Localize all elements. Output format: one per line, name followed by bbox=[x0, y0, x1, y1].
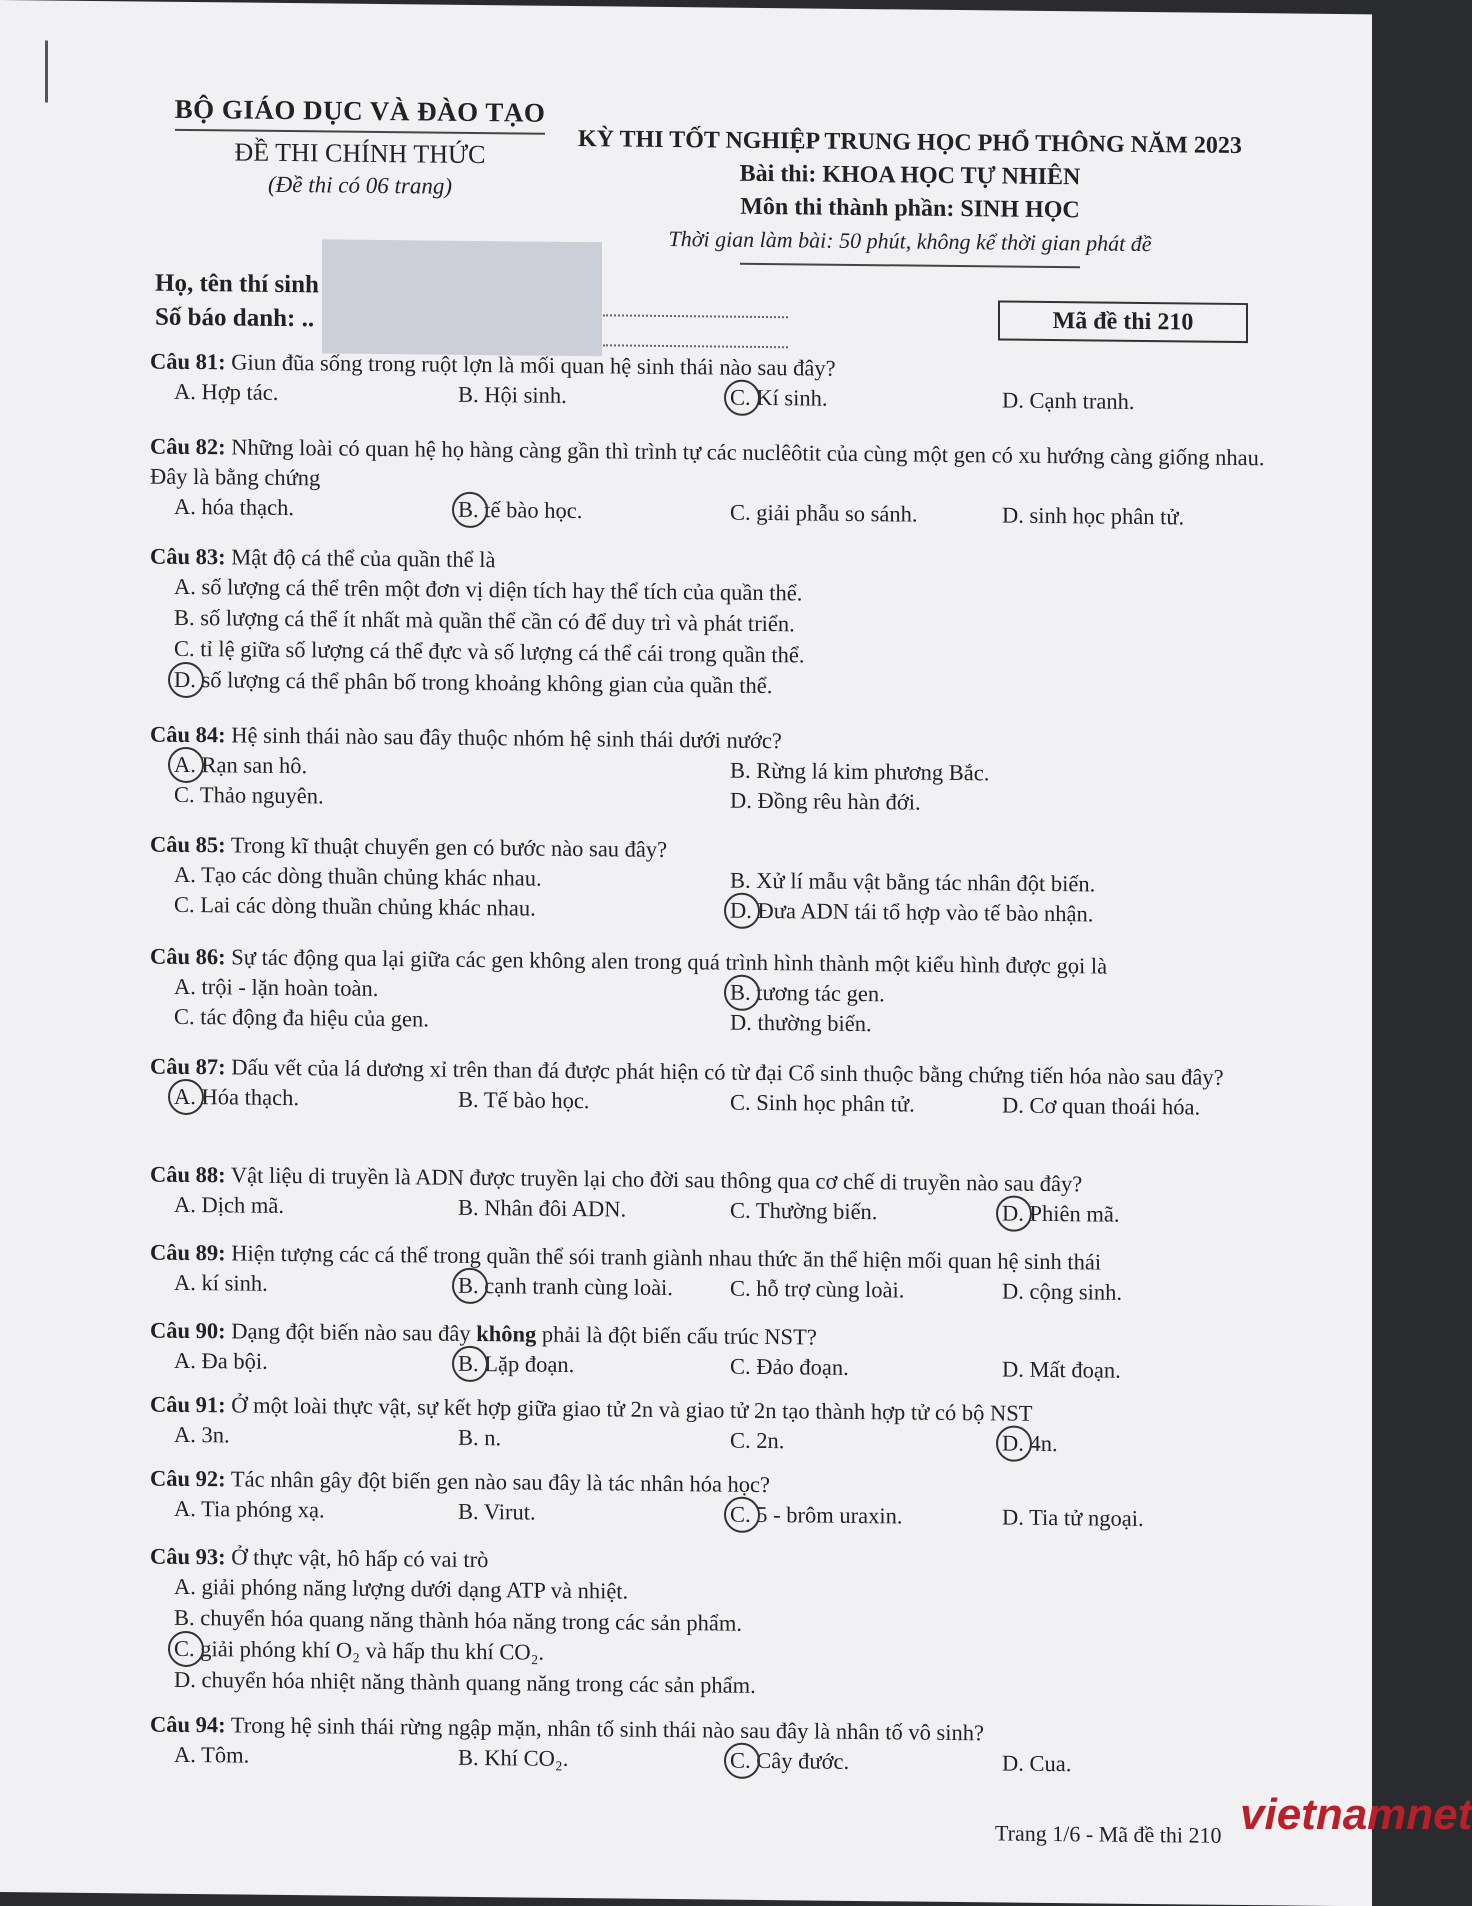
answer-option-text: A. Dịch mã. bbox=[174, 1191, 284, 1218]
answer-option-text: D. Cạnh tranh. bbox=[1002, 387, 1135, 414]
question-91 bbox=[150, 1390, 1280, 1462]
answer-option bbox=[1002, 385, 1134, 416]
answer-option bbox=[730, 756, 989, 789]
answer-option-text: A. số lượng cá thể trên một đơn vị diện tích hay thể tích của quần thể. bbox=[174, 573, 803, 606]
answer-option bbox=[174, 1346, 268, 1377]
answer-option-text: C. tỉ lệ giữa số lượng cá thể đực và số lượng cá thể cái trong quần thể. bbox=[174, 635, 805, 668]
answer-option-text: C. 2n. bbox=[730, 1427, 785, 1454]
answer-option-text: C. Lai các dòng thuần chủng khác nhau. bbox=[174, 891, 536, 921]
question-body: Sự tác động qua lại giữa các gen không alen trong quá trình hình thành một kiểu hình được gọi là bbox=[231, 944, 1108, 979]
redacted-area bbox=[322, 239, 602, 356]
answer-option bbox=[730, 978, 885, 1010]
question-label: Câu 84: bbox=[150, 721, 226, 748]
answer-option bbox=[458, 1349, 574, 1380]
answer-option-text: D. sinh học phân tử. bbox=[1002, 502, 1185, 530]
question-body: Hiện tượng các cá thể trong quần thể sói tranh giành nhau thức ăn thể hiện mối quan hệ sinh thái bbox=[231, 1240, 1102, 1275]
answer-option bbox=[1002, 500, 1184, 532]
question-body: Ở thực vật, hô hấp có vai trò bbox=[231, 1544, 489, 1573]
answer-option bbox=[458, 1271, 673, 1303]
answer-option bbox=[174, 972, 378, 1004]
answer-option-text: B. tế bào học. bbox=[458, 496, 583, 524]
exam-code-box: Mã đề thi 210 bbox=[998, 300, 1248, 343]
header-right bbox=[570, 126, 1250, 270]
answer-option bbox=[1002, 1198, 1120, 1229]
answer-option bbox=[730, 786, 921, 818]
answer-option bbox=[174, 890, 536, 924]
candidate-name-label: Họ, tên thí sinh bbox=[155, 269, 319, 299]
question-88 bbox=[150, 1160, 1280, 1232]
answer-option-text: B. cạnh tranh cùng loài. bbox=[458, 1272, 673, 1301]
answer-option bbox=[174, 377, 278, 408]
answer-option-text: D. Mất đoạn. bbox=[1002, 1356, 1121, 1383]
answer-option bbox=[174, 492, 294, 523]
answer-option bbox=[1002, 1354, 1121, 1385]
answer-option bbox=[730, 498, 917, 530]
question-body: Giun đũa sống trong ruột lợn là mối quan hệ sinh thái nào sau đây? bbox=[231, 349, 836, 381]
question-label: Câu 93: bbox=[150, 1543, 226, 1570]
answer-option bbox=[458, 1423, 501, 1453]
question-body: Những loài có quan hệ họ hàng càng gần thì trình tự các nuclêôtit của cùng một gen có xu hướng càng giống nhau. Đây là bằng chứng bbox=[150, 434, 1265, 491]
question-text-part: Dạng đột biến nào sau đây bbox=[231, 1318, 477, 1346]
answer-option bbox=[174, 1572, 628, 1607]
answer-option-text: C. Thảo nguyên. bbox=[174, 781, 324, 809]
question-label: Câu 92: bbox=[150, 1465, 226, 1492]
answer-option bbox=[730, 1500, 902, 1532]
handwritten-circle-mark bbox=[996, 1425, 1032, 1461]
question-body: Mật độ cá thể của quần thể là bbox=[231, 544, 496, 573]
question-93 bbox=[150, 1542, 1280, 1708]
handwritten-circle-mark bbox=[168, 747, 204, 783]
question-body: Vật liệu di truyền là ADN được truyền lại cho đời sau thông qua cơ chế di truyền nào sau đây? bbox=[230, 1162, 1083, 1197]
name-dotted-line bbox=[603, 312, 788, 318]
question-94 bbox=[150, 1710, 1280, 1782]
answer-option bbox=[458, 1193, 626, 1225]
answer-option-text: B. chuyển hóa quang năng thành hóa năng trong các sản phẩm. bbox=[174, 1604, 742, 1636]
question-89 bbox=[150, 1238, 1280, 1310]
question-body: Trong hệ sinh thái rừng ngập mặn, nhân tố sinh thái nào sau đây là nhân tố vô sinh? bbox=[230, 1712, 984, 1746]
answer-option bbox=[730, 1746, 849, 1777]
question-label: Câu 81: bbox=[150, 348, 226, 375]
answer-option bbox=[174, 1082, 299, 1113]
answer-option-text: B. Khí CO₂. bbox=[458, 1744, 569, 1771]
question-body: Tác nhân gây đột biến gen nào sau đây là tác nhân hóa học? bbox=[230, 1466, 771, 1498]
answer-option-text: A. Đa bội. bbox=[174, 1347, 268, 1374]
answer-option bbox=[174, 1268, 268, 1299]
candidate-id-label: Số báo danh: .. bbox=[155, 303, 315, 333]
question-text-emphasis: không bbox=[476, 1320, 537, 1347]
answer-option bbox=[730, 1008, 872, 1039]
answer-option-text: D. chuyển hóa nhiệt năng thành quang năng trong các sản phẩm. bbox=[174, 1666, 756, 1698]
handwritten-circle-mark bbox=[168, 662, 204, 698]
answer-option bbox=[730, 1274, 904, 1306]
header-divider bbox=[740, 263, 1080, 269]
answer-option-text: C. giải phẫu so sánh. bbox=[730, 499, 918, 527]
answer-option-text: A. hóa thạch. bbox=[174, 493, 294, 521]
question-body: Ở một loài thực vật, sự kết hợp giữa giao tử 2n và giao tử 2n tạo thành hợp tử có bộ NST bbox=[231, 1392, 1033, 1426]
question-label: Câu 91: bbox=[150, 1391, 226, 1418]
answer-option bbox=[174, 1603, 742, 1639]
answer-option-text: C. Thường biến. bbox=[730, 1197, 878, 1225]
question-87 bbox=[150, 1052, 1280, 1124]
answer-option bbox=[174, 1634, 544, 1668]
answer-option bbox=[458, 495, 582, 526]
answer-option bbox=[174, 1002, 429, 1035]
answer-option-text: B. Tế bào học. bbox=[458, 1086, 590, 1114]
answer-option bbox=[174, 665, 772, 701]
answer-option-text: A. kí sinh. bbox=[174, 1269, 268, 1296]
staple-mark bbox=[45, 40, 48, 102]
official-label: ĐỀ THI CHÍNH THỨC bbox=[234, 137, 486, 170]
question-92 bbox=[150, 1464, 1280, 1536]
question-83 bbox=[150, 542, 1280, 708]
answer-option-text: B. Hội sinh. bbox=[458, 381, 567, 408]
answer-option-text: C. Cây đước. bbox=[730, 1747, 850, 1774]
question-label: Câu 86: bbox=[150, 943, 226, 970]
answer-option bbox=[730, 1352, 849, 1383]
answer-option bbox=[458, 380, 567, 411]
answer-option-text: C. Sinh học phân tử. bbox=[730, 1089, 915, 1117]
id-dotted-line bbox=[603, 342, 788, 348]
answer-option bbox=[174, 1190, 284, 1221]
answer-option-text: B. Nhân đôi ADN. bbox=[458, 1194, 627, 1222]
answer-option bbox=[174, 1494, 325, 1526]
answer-option-text: D. Phiên mã. bbox=[1002, 1200, 1120, 1227]
answer-option bbox=[174, 1665, 756, 1701]
answer-option bbox=[458, 1085, 589, 1116]
answer-option-text: D. Cơ quan thoái hóa. bbox=[1002, 1092, 1201, 1120]
question-label: Câu 82: bbox=[150, 433, 226, 460]
exam-subject: Bài thi: KHOA HỌC TỰ NHIÊN bbox=[739, 160, 1081, 191]
question-label: Câu 89: bbox=[150, 1239, 226, 1266]
handwritten-circle-mark bbox=[724, 1497, 760, 1533]
answer-option-text: D. Cua. bbox=[1002, 1750, 1072, 1777]
answer-option-text: A. Rạn san hô. bbox=[174, 751, 308, 779]
handwritten-circle-mark bbox=[168, 1079, 204, 1115]
handwritten-circle-mark bbox=[452, 1346, 488, 1382]
answer-option-text: B. số lượng cá thể ít nhất mà quần thể cần có để duy trì và phát triển. bbox=[174, 604, 795, 637]
answer-option bbox=[1002, 1502, 1144, 1533]
answer-option bbox=[1002, 1748, 1071, 1779]
exam-component: Môn thi thành phần: SINH HỌC bbox=[740, 193, 1080, 224]
question-label: Câu 88: bbox=[150, 1161, 226, 1188]
answer-option-text: C. Kí sinh. bbox=[730, 384, 828, 411]
answer-option-text: A. Tạo các dòng thuần chủng khác nhau. bbox=[174, 861, 542, 891]
answer-option-text: C. 5 - brôm uraxin. bbox=[730, 1501, 903, 1529]
handwritten-circle-mark bbox=[724, 975, 760, 1011]
page-count: (Đề thi có 06 trang) bbox=[268, 171, 452, 199]
question-82 bbox=[150, 432, 1280, 534]
question-body: Dấu vết của lá dương xỉ trên than đá được phát hiện có từ đại Cổ sinh thuộc bằng chứng tiến hóa nào sau đây? bbox=[231, 1054, 1224, 1090]
answer-option-text: A. trội - lặn hoàn toàn. bbox=[174, 973, 379, 1001]
question-label: Câu 87: bbox=[150, 1053, 226, 1080]
answer-option-text: A. giải phóng năng lượng dưới dạng ATP và nhiệt. bbox=[174, 1573, 629, 1604]
question-label: Câu 90: bbox=[150, 1317, 226, 1344]
question-84 bbox=[150, 720, 1280, 822]
answer-option-text: D. Đưa ADN tái tổ hợp vào tế bào nhận. bbox=[730, 897, 1094, 927]
answer-option bbox=[1002, 1090, 1200, 1122]
handwritten-circle-mark bbox=[452, 492, 488, 528]
answer-option-text: B. Xử lí mẫu vật bằng tác nhân đột biến. bbox=[730, 867, 1096, 897]
header-left bbox=[170, 94, 550, 201]
question-90 bbox=[150, 1316, 1280, 1388]
answer-option-text: D. 4n. bbox=[1002, 1430, 1058, 1457]
question-label: Câu 83: bbox=[150, 543, 226, 570]
question-body: Hệ sinh thái nào sau đây thuộc nhóm hệ sinh thái dưới nước? bbox=[231, 722, 782, 754]
answer-option bbox=[458, 1743, 568, 1774]
question-body: Trong kĩ thuật chuyển gen có bước nào sau đây? bbox=[230, 832, 668, 862]
answer-option bbox=[174, 750, 307, 781]
handwritten-circle-mark bbox=[168, 1631, 204, 1667]
answer-option bbox=[174, 1740, 249, 1771]
answer-option bbox=[730, 1426, 784, 1457]
answer-option-text: B. Rừng lá kim phương Bắc. bbox=[730, 757, 990, 786]
answer-option bbox=[730, 1196, 877, 1228]
answer-option-text: D. cộng sinh. bbox=[1002, 1278, 1122, 1305]
handwritten-circle-mark bbox=[724, 1743, 760, 1779]
answer-option-text: A. 3n. bbox=[174, 1421, 230, 1448]
answer-option-text: A. Tia phóng xạ. bbox=[174, 1495, 325, 1523]
answer-option-text: A. Hóa thạch. bbox=[174, 1083, 299, 1111]
answer-option-text: C. Đảo đoạn. bbox=[730, 1353, 849, 1380]
question-81 bbox=[150, 347, 1280, 419]
answer-option bbox=[174, 860, 542, 894]
answer-option bbox=[1002, 1276, 1122, 1307]
answer-option-text: B. Lặp đoạn. bbox=[458, 1350, 575, 1378]
answer-option-text: B. Virut. bbox=[458, 1498, 536, 1525]
question-86 bbox=[150, 942, 1280, 1044]
answer-option bbox=[730, 866, 1095, 900]
answer-option-text: A. Hợp tác. bbox=[174, 378, 279, 405]
answer-option bbox=[458, 1497, 536, 1528]
handwritten-circle-mark bbox=[452, 1268, 488, 1304]
answer-option-text: C. giải phóng khí O₂ và hấp thu khí CO₂. bbox=[174, 1635, 545, 1665]
answer-option-text: D. số lượng cá thể phân bố trong khoảng không gian của quần thể. bbox=[174, 666, 773, 699]
handwritten-circle-mark bbox=[724, 893, 760, 929]
watermark-logo: vietnamnet bbox=[1240, 1790, 1472, 1839]
answer-option-text: D. Tia tử ngoại. bbox=[1002, 1504, 1144, 1531]
handwritten-circle-mark bbox=[996, 1195, 1032, 1231]
answer-option-text: D. Đồng rêu hàn đới. bbox=[730, 787, 921, 815]
handwritten-circle-mark bbox=[724, 380, 760, 416]
answer-option bbox=[174, 1420, 230, 1451]
answer-option-text: B. n. bbox=[458, 1424, 502, 1451]
answer-option-text: B. tương tác gen. bbox=[730, 979, 885, 1007]
ministry-name: BỘ GIÁO DỤC VÀ ĐÀO TẠO bbox=[175, 94, 546, 135]
answer-option bbox=[174, 780, 324, 812]
answer-option bbox=[730, 383, 828, 414]
question-label: Câu 94: bbox=[150, 1711, 226, 1738]
answer-option-text: C. hỗ trợ cùng loài. bbox=[730, 1275, 905, 1303]
question-label: Câu 85: bbox=[150, 831, 226, 858]
answer-option bbox=[1002, 1428, 1058, 1459]
exam-time: Thời gian làm bài: 50 phút, không kể thời gian phát đề bbox=[668, 226, 1152, 257]
page-footer: Trang 1/6 - Mã đề thi 210 bbox=[995, 1820, 1222, 1848]
question-85 bbox=[150, 830, 1280, 932]
question-text-part: phải là đột biến cấu trúc NST? bbox=[536, 1321, 817, 1350]
answer-option bbox=[730, 1088, 915, 1120]
exam-title: KỲ THI TỐT NGHIỆP TRUNG HỌC PHỔ THÔNG NĂM 2023 bbox=[578, 126, 1242, 160]
answer-option-text: D. thường biến. bbox=[730, 1009, 872, 1037]
answer-option-text: A. Tôm. bbox=[174, 1741, 250, 1768]
answer-option-text: C. tác động đa hiệu của gen. bbox=[174, 1003, 429, 1032]
answer-option bbox=[730, 896, 1093, 930]
